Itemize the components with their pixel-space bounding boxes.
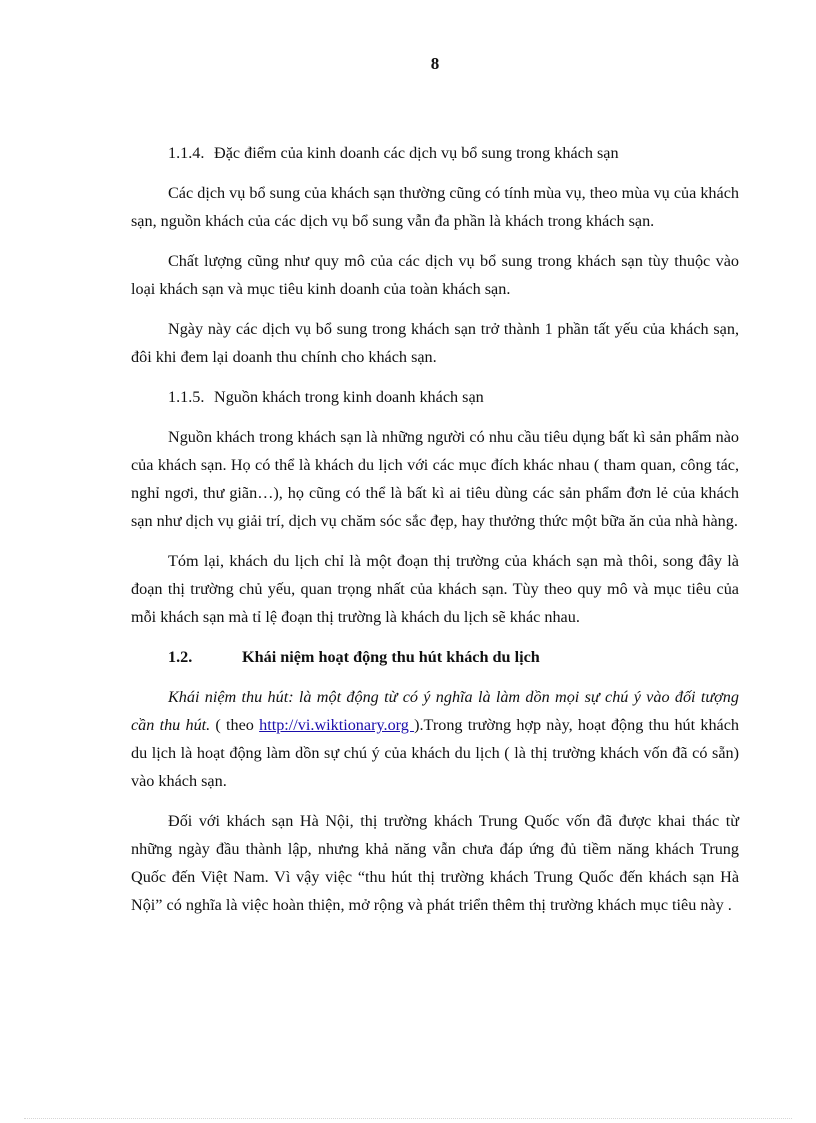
paragraph: Ngày này các dịch vụ bổ sung trong khách sạn trở thành 1 phần tất yếu của khách sạn, đôi khi đem lại doanh thu chính cho khách sạn.: [131, 320, 739, 366]
section-heading-1-1-4: [131, 139, 739, 167]
paragraph: Chất lượng cũng như quy mô của các dịch vụ bổ sung trong khách sạn tùy thuộc vào loại khách sạn và mục tiêu kinh doanh của toàn khách sạn.: [131, 252, 739, 298]
page-number: 8: [430, 54, 440, 73]
document-body: [131, 139, 739, 931]
paragraph: Các dịch vụ bổ sung của khách sạn thường cũng có tính mùa vụ, theo mùa vụ của khách sạn, nguồn khách của các dịch vụ bổ sung vẫn đa phần là khách trong khách sạn.: [131, 184, 739, 230]
page-bottom-divider: [24, 1118, 792, 1119]
section-title: Nguồn khách trong kinh doanh khách sạn: [214, 388, 484, 406]
section-heading-1-1-5: [131, 383, 739, 411]
section-number: 1.1.5.: [168, 388, 205, 406]
section-number: 1.2.: [168, 648, 193, 666]
paragraph: Nguồn khách trong khách sạn là những người có nhu cầu tiêu dụng bất kì sản phẩm nào của khách sạn. Họ có thể là khách du lịch với các mục đích khác nhau ( tham quan, công tác, nghỉ ngơi, thư giãn…), họ cũng có thể là bất kì ai tiêu dùng các sản phẩm đơn lẻ của khách sạn như dịch vụ giải trí, dịch vụ chăm sóc sắc đẹp, hay thưởng thức một bữa ăn của nhà hàng.: [131, 428, 739, 530]
section-heading-1-2: [131, 643, 739, 671]
section-title: Đặc điểm của kinh doanh các dịch vụ bổ sung trong khách sạn: [214, 144, 619, 162]
section-number: 1.1.4.: [168, 144, 205, 162]
wiktionary-link[interactable]: http://vi.wiktionary.org: [259, 716, 415, 734]
paragraph: Đối với khách sạn Hà Nội, thị trường khách Trung Quốc vốn đã được khai thác từ những ngày đầu thành lập, nhưng khả năng vẫn chưa đáp ứng đủ tiềm năng khách Trung Quốc đến Việt Nam. Vì vậy việc “thu hút thị trường khách Trung Quốc đến khách sạn Hà Nội” có nghĩa là việc hoàn thiện, mở rộng và phát triển thêm thị trường khách mục tiêu này .: [131, 812, 739, 914]
definition-italic-text: Khái niệm thu hút: là một động từ có ý nghĩa là làm dồn mọi sự chú ý vào đối tượng cần thu hút.: [131, 688, 739, 734]
paragraph: Tóm lại, khách du lịch chỉ là một đoạn thị trường của khách sạn mà thôi, song đây là đoạn thị trường chủ yếu, quan trọng nhất của khách sạn. Tùy theo quy mô và mục tiêu của mỗi khách sạn mà tỉ lệ đoạn thị trường là khách du lịch sẽ khác nhau.: [131, 552, 739, 626]
section-title: Khái niệm hoạt động thu hút khách du lịch: [242, 648, 540, 666]
definition-rest-text: ).Trong trường hợp này, hoạt động thu hút khách du lịch là hoạt động làm dồn sự chú ý của khách du lịch ( là thị trường khách vốn đã có sẵn) vào khách sạn.: [131, 716, 740, 790]
definition-paragraph: [131, 683, 739, 795]
definition-source-prefix: ( theo: [210, 716, 260, 734]
